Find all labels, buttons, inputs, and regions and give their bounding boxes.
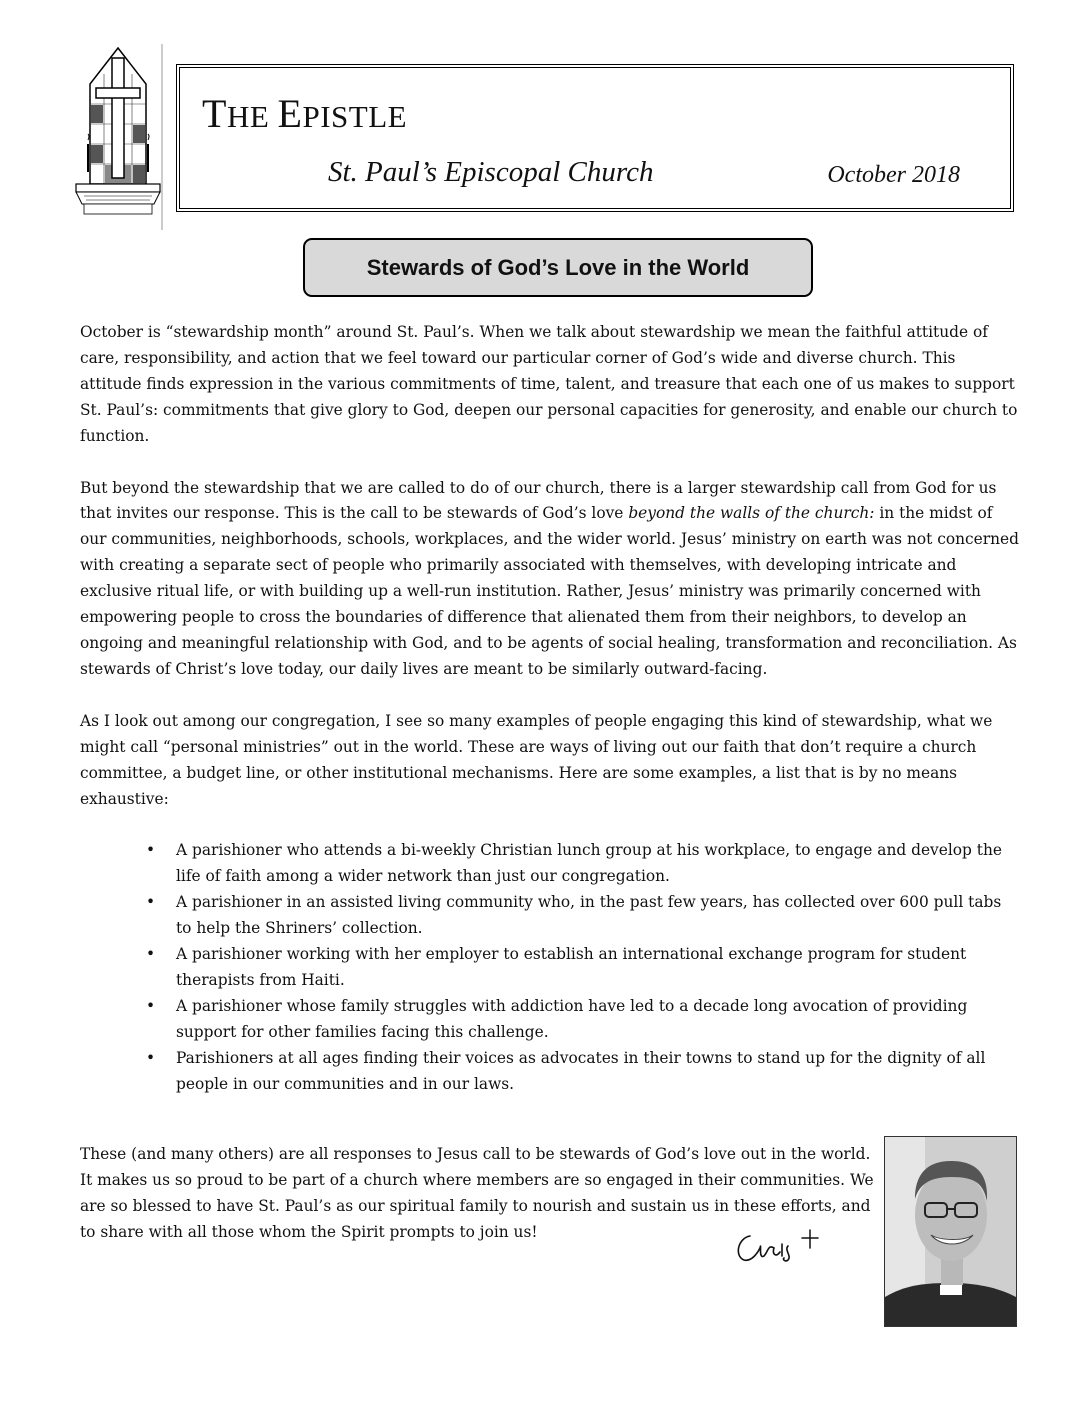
list-item: • A parishioner working with her employer to establish an international exchange program for student therapists from Haiti. bbox=[176, 942, 1020, 994]
article-headline: Stewards of God’s Love in the World bbox=[366, 254, 750, 280]
examples-list bbox=[80, 838, 1020, 1097]
list-item: • A parishioner in an assisted living community who, in the past few years, has collected over 600 pull tabs to help the Shriners’ collection. bbox=[176, 890, 1020, 942]
rector-photo bbox=[884, 1136, 1017, 1327]
list-item: • Parishioners at all ages finding their voices as advocates in their towns to stand up for the dignity of all people in our communities and in our laws. bbox=[176, 1046, 1020, 1098]
newsletter-title: THE EPISTLE bbox=[202, 91, 408, 136]
stained-glass-cross-icon bbox=[70, 44, 166, 230]
paragraph-3: As I look out among our congregation, I see so many examples of people engaging this kind of stewardship, what we might call “personal ministries” out in the world. These are ways of living out our faith that don’t require a church committee, a budget line, or other institutional mechanisms. Here are some examples, a list that is by no means exhaustive: bbox=[80, 711, 993, 808]
church-name: St. Paul’s Episcopal Church bbox=[328, 156, 654, 188]
list-item: • A parishioner whose family struggles with addiction have led to a decade long avocation of providing support for other families facing this challenge. bbox=[176, 994, 1020, 1046]
list-item: • A parishioner who attends a bi-weekly Christian lunch group at his workplace, to engage and develop the life of faith among a wider network than just our congregation. bbox=[176, 838, 1020, 890]
paragraph-1: October is “stewardship month” around St. Paul’s. When we talk about stewardship we mean the faithful attitude of care, responsibility, and action that we feel toward our particular corner of God’s wide and diverse church. This attitude finds expression in the various commitments of time, talent, and treasure that each one of us makes to support St. Paul’s: commitments that give glory to God, deepen our personal capacities for generosity, and enable our church to function. bbox=[80, 323, 1018, 445]
handwritten-signature bbox=[730, 1222, 830, 1272]
article-body bbox=[80, 320, 1020, 1123]
paragraph-2: But beyond the stewardship that we are called to do of our church, there is a larger stewardship call from God for us that invites our response. This is the call to be stewards of God’s love beyond the walls of the church: in the midst of our communities, neighborhoods, schools, workplaces, and the wider world. Jesus’ ministry on earth was not concerned with creating a separate sect of people who primarily associated with themselves, with developing intricate and exclusive ritual life, or with building up a well-run institution. Rather, Jesus’ ministry was primarily concerned with empowering people to cross the boundaries of difference that alienated them from their neighbors, to develop an ongoing and meaningful relationship with God, and to be agents of social healing, transformation and reconciliation. As stewards of Christ’s love today, our daily lives are meant to be similarly outward-facing. bbox=[80, 478, 1019, 678]
church-logo bbox=[70, 44, 166, 230]
masthead bbox=[176, 64, 1014, 212]
closing-paragraph: These (and many others) are all responses to Jesus call to be stewards of God’s love out in the world. It makes us so proud to be part of a church where members are so engaged in their communities. We are so blessed to have St. Paul’s as our spiritual family to nourish and sustain us in these efforts, and to share with all those whom the Spirit prompts to join us! bbox=[80, 1145, 874, 1241]
issue-date: October 2018 bbox=[827, 162, 960, 188]
article-headline-box bbox=[303, 238, 813, 297]
